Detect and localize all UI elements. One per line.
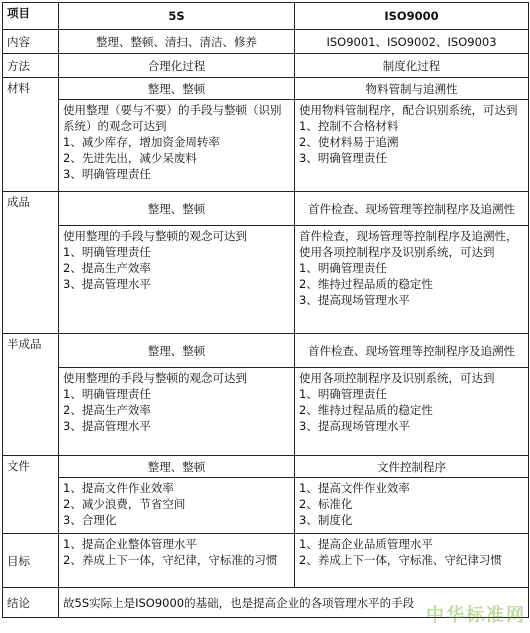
text-line: 3、明确管理责任: [299, 151, 387, 165]
text-line: 3、合理化: [63, 513, 117, 527]
row-semi-head: [3, 334, 529, 368]
row-label: 结论: [3, 588, 59, 618]
text-line: 1、提高文件作业效率: [63, 481, 174, 495]
row-goal: [3, 534, 529, 588]
row-product-head: [3, 192, 529, 226]
row-document-head: [3, 456, 529, 478]
cell-iso-body: [295, 534, 529, 588]
text-line: 3、明确管理责任: [63, 167, 151, 181]
text-line: 2、减少浪费，节省空间: [63, 497, 186, 511]
text-line: 1、提高企业品质管理水平: [299, 537, 433, 551]
cell-iso-head: 文件控制程序: [295, 456, 529, 478]
cell-5s-head: 整理、整顿: [59, 192, 295, 226]
text-line: 2、养成上下一体，守标准、守纪律习惯: [299, 553, 502, 567]
row-material-head: [3, 78, 529, 100]
text-line: 2、标准化: [299, 497, 353, 511]
text-line: 使用整理（要与不要）的手段与整顿（识别系统）的观念可达到: [63, 103, 282, 133]
row-content: [3, 30, 529, 54]
cell-5s-body: [59, 534, 295, 588]
text-line: 2、提高生产效率: [63, 403, 151, 417]
cell-5s-body: [59, 100, 295, 192]
cell-iso: 制度化过程: [295, 54, 529, 78]
text-line: 1、提高企业整体管理水平: [63, 537, 197, 551]
row-label: 方法: [3, 54, 59, 78]
cell-iso-body: [295, 100, 529, 192]
text-line: 1、明确管理责任: [299, 261, 387, 275]
cell-5s: 合理化过程: [59, 54, 295, 78]
text-line: 首件检查，现场管理等控制程序及追溯性，使用各项控制程序及识别系统，可达到: [299, 229, 518, 259]
cell-5s-body: [59, 478, 295, 534]
cell-iso-head: 首件检查、现场管理等控制程序及追溯性: [295, 192, 529, 226]
row-document-body: [3, 478, 529, 534]
text-line: 使用物料管制程序，配合识别系统，可达到: [299, 103, 518, 117]
row-label: 成品: [3, 192, 59, 334]
text-line: 3、提高现场管理水平: [299, 419, 410, 433]
text-line: 1、控制不合格材料: [299, 119, 399, 133]
text-line: 1、明确管理责任: [299, 387, 387, 401]
text-line: 1、明确管理责任: [63, 245, 151, 259]
text-line: 2、维持过程品质的稳定性: [299, 277, 433, 291]
row-label: 材料: [3, 78, 59, 192]
text-line: 3、提高管理水平: [63, 277, 151, 291]
text-line: 2、养成上下一体，守纪律，守标准的习惯: [63, 553, 278, 567]
cell-iso-body: [295, 368, 529, 456]
cell-iso-body: [295, 226, 529, 334]
row-material-body: [3, 100, 529, 192]
row-label: 内容: [3, 30, 59, 54]
row-product-body: [3, 226, 529, 334]
header-row: [3, 3, 529, 30]
watermark-logo: 中华标准网: [426, 605, 526, 626]
text-line: 使用整理的手段与整顿的观念可达到: [63, 229, 247, 243]
cell-iso-head: 首件检查、现场管理等控制程序及追溯性: [295, 334, 529, 368]
text-line: 使用各项控制程序及识别系统，可达到: [299, 371, 495, 385]
text-line: 3、提高管理水平: [63, 419, 151, 433]
text-line: 使用整理的手段与整顿的观念可达到: [63, 371, 247, 385]
cell-5s-head: 整理、整顿: [59, 78, 295, 100]
conclusion-text: 故5S实际上是ISO9000的基础，也是提高企业的各项管理水平的手段: [59, 588, 529, 618]
cell-iso: ISO9001、ISO9002、ISO9003: [295, 30, 529, 54]
text-line: 1、减少库存，增加资金周转率: [63, 135, 220, 149]
header-item: 项目: [3, 3, 59, 30]
text-line: 3、提高现场管理水平: [299, 293, 410, 307]
row-method: [3, 54, 529, 78]
header-iso9000: ISO9000: [295, 3, 529, 30]
text-line: 2、提高生产效率: [63, 261, 151, 275]
cell-iso-body: [295, 478, 529, 534]
cell-5s-body: [59, 226, 295, 334]
text-line: 1、明确管理责任: [63, 387, 151, 401]
header-5s: 5S: [59, 3, 295, 30]
text-line: 3、制度化: [299, 513, 353, 527]
row-label: 文件: [3, 456, 59, 534]
cell-5s-body: [59, 368, 295, 456]
cell-5s-head: 整理、整顿: [59, 456, 295, 478]
text-line: 2、先进先出，减少呆废料: [63, 151, 197, 165]
row-label: 半成品: [3, 334, 59, 456]
cell-5s-head: 整理、整顿: [59, 334, 295, 368]
cell-5s: 整理、整顿、清扫、清洁、修养: [59, 30, 295, 54]
text-line: 1、提高文件作业效率: [299, 481, 410, 495]
text-line: 2、维持过程品质的稳定性: [299, 403, 433, 417]
row-semi-body: [3, 368, 529, 456]
text-line: 2、使材料易于追溯: [299, 135, 399, 149]
comparison-table: [2, 2, 529, 618]
cell-iso-head: 物料管制与追溯性: [295, 78, 529, 100]
row-label: 目标: [3, 534, 59, 588]
